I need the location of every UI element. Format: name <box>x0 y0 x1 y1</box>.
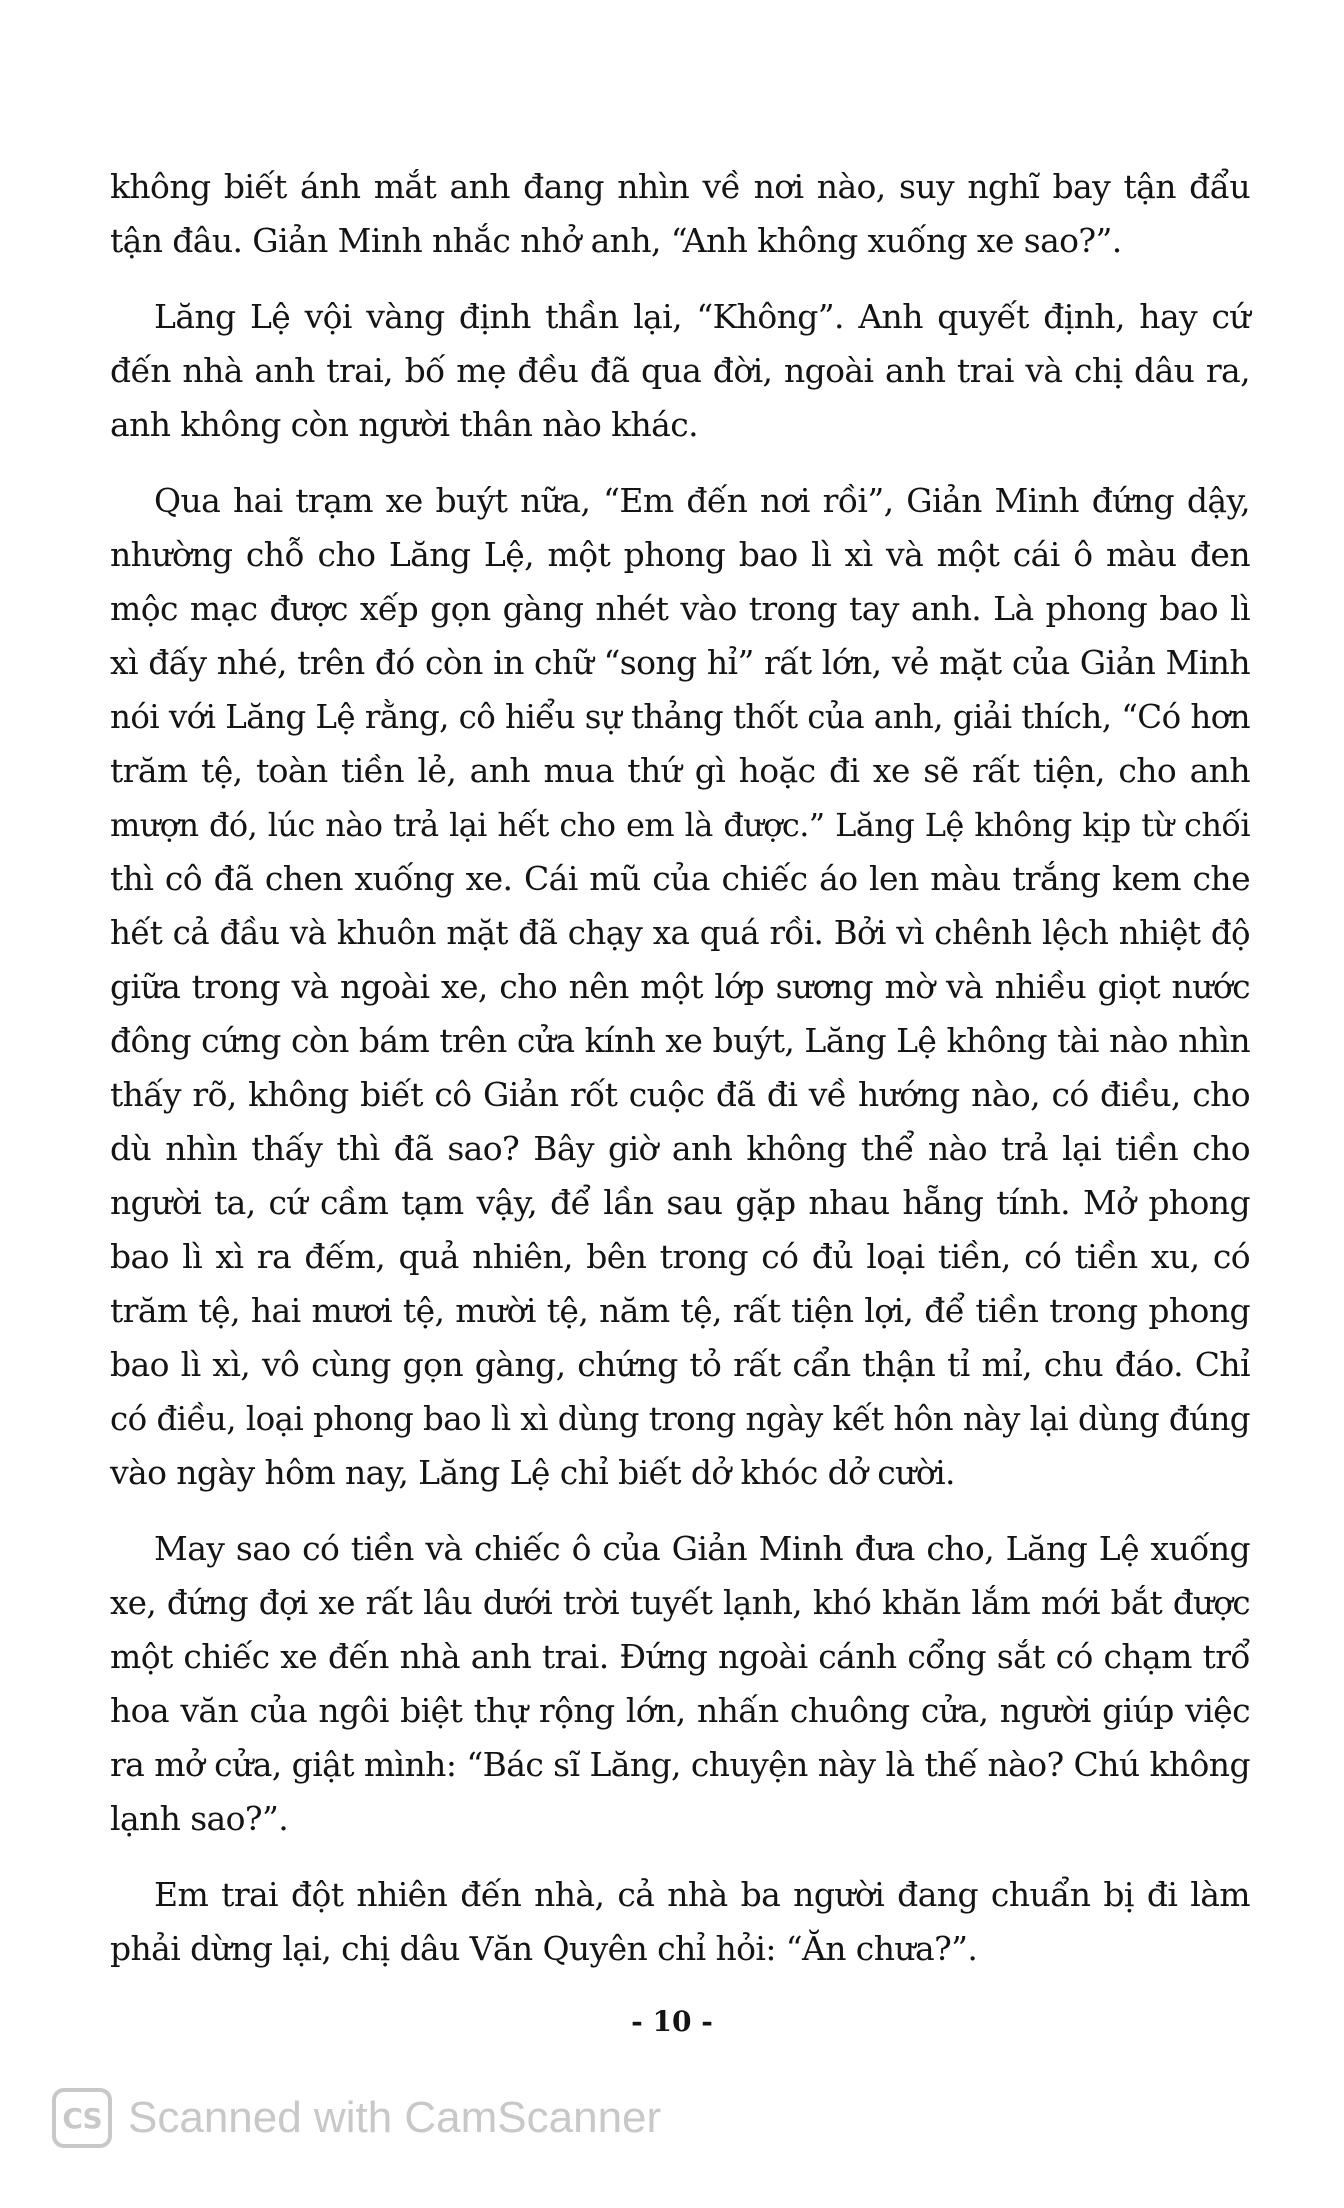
text-line: mượn đó, lúc nào trả lại hết cho em là được.” Lăng Lệ không kịp từ chối <box>110 806 1250 844</box>
camscanner-watermark <box>52 2088 661 2148</box>
page-number: - 10 - <box>631 2005 713 2038</box>
text-line: người ta, cứ cầm tạm vậy, để lần sau gặp nhau hẵng tính. Mở phong <box>110 1183 1250 1222</box>
text-line: lạnh sao?”. <box>110 1799 289 1838</box>
body-text <box>110 160 1250 1976</box>
text-line: một chiếc xe đến nhà anh trai. Đứng ngoài cánh cổng sắt có chạm trổ <box>110 1637 1250 1676</box>
text-line: mộc mạc được xếp gọn gàng nhét vào trong tay anh. Là phong bao lì <box>110 589 1250 628</box>
text-line: bao lì xì, vô cùng gọn gàng, chứng tỏ rất cẩn thận tỉ mỉ, chu đáo. Chỉ <box>110 1345 1250 1384</box>
text-line: hết cả đầu và khuôn mặt đã chạy xa quá rồi. Bởi vì chênh lệch nhiệt độ <box>110 914 1250 952</box>
text-line: vào ngày hôm nay, Lăng Lệ chỉ biết dở khóc dở cười. <box>110 1453 955 1492</box>
text-line: Em trai đột nhiên đến nhà, cả nhà ba người đang chuẩn bị đi làm <box>154 1875 1250 1914</box>
camscanner-logo-icon: CS <box>52 2088 112 2148</box>
paragraph-4 <box>110 1522 1250 1846</box>
text-line: có điều, loại phong bao lì xì dùng trong ngày kết hôn này lại dùng đúng <box>110 1400 1250 1438</box>
paragraph-3 <box>110 474 1250 1500</box>
text-line: ra mở cửa, giật mình: “Bác sĩ Lăng, chuyện này là thế nào? Chú không <box>110 1745 1250 1784</box>
text-line: dù nhìn thấy thì đã sao? Bây giờ anh không thể nào trả lại tiền cho <box>110 1129 1250 1168</box>
paragraph-5 <box>110 1868 1250 1976</box>
text-line: Lăng Lệ vội vàng định thần lại, “Không”. Anh quyết định, hay cứ <box>154 297 1250 336</box>
text-line: May sao có tiền và chiếc ô của Giản Minh đưa cho, Lăng Lệ xuống <box>154 1529 1250 1568</box>
paragraph-2 <box>110 290 1250 452</box>
text-line: xe, đứng đợi xe rất lâu dưới trời tuyết lạnh, khó khăn lắm mới bắt được <box>110 1584 1250 1622</box>
text-line: đông cứng còn bám trên cửa kính xe buýt, Lăng Lệ không tài nào nhìn <box>110 1021 1250 1060</box>
text-line: đến nhà anh trai, bố mẹ đều đã qua đời, ngoài anh trai và chị dâu ra, <box>110 351 1250 390</box>
text-line: hoa văn của ngôi biệt thự rộng lớn, nhấn chuông cửa, người giúp việc <box>110 1691 1250 1730</box>
text-line: tận đâu. Giản Minh nhắc nhở anh, “Anh không xuống xe sao?”. <box>110 221 1122 260</box>
text-line: phải dừng lại, chị dâu Văn Quyên chỉ hỏi: “Ăn chưa?”. <box>110 1929 978 1968</box>
text-line: Qua hai trạm xe buýt nữa, “Em đến nơi rồi”, Giản Minh đứng dậy, <box>154 481 1250 520</box>
text-line: giữa trong và ngoài xe, cho nên một lớp sương mờ và nhiều giọt nước <box>110 967 1250 1006</box>
text-line: trăm tệ, hai mươi tệ, mười tệ, năm tệ, rất tiện lợi, để tiền trong phong <box>110 1291 1250 1330</box>
text-line: bao lì xì ra đếm, quả nhiên, bên trong có đủ loại tiền, có tiền xu, có <box>110 1237 1250 1276</box>
text-line: xì đấy nhé, trên đó còn in chữ “song hỉ” rất lớn, vẻ mặt của Giản Minh <box>110 643 1250 682</box>
text-line: thì cô đã chen xuống xe. Cái mũ của chiếc áo len màu trắng kem che <box>110 859 1250 898</box>
text-line: thấy rõ, không biết cô Giản rốt cuộc đã đi về hướng nào, có điều, cho <box>110 1075 1250 1114</box>
text-line: anh không còn người thân nào khác. <box>110 405 699 444</box>
text-line: trăm tệ, toàn tiền lẻ, anh mua thứ gì hoặc đi xe sẽ rất tiện, cho anh <box>110 751 1250 790</box>
paragraph-1 <box>110 160 1250 268</box>
watermark-text: Scanned with CamScanner <box>128 2093 662 2142</box>
text-line: nhường chỗ cho Lăng Lệ, một phong bao lì xì và một cái ô màu đen <box>110 535 1250 574</box>
text-line: không biết ánh mắt anh đang nhìn về nơi nào, suy nghĩ bay tận đẩu <box>110 167 1250 206</box>
text-line: nói với Lăng Lệ rằng, cô hiểu sự thảng thốt của anh, giải thích, “Có hơn <box>110 698 1250 736</box>
